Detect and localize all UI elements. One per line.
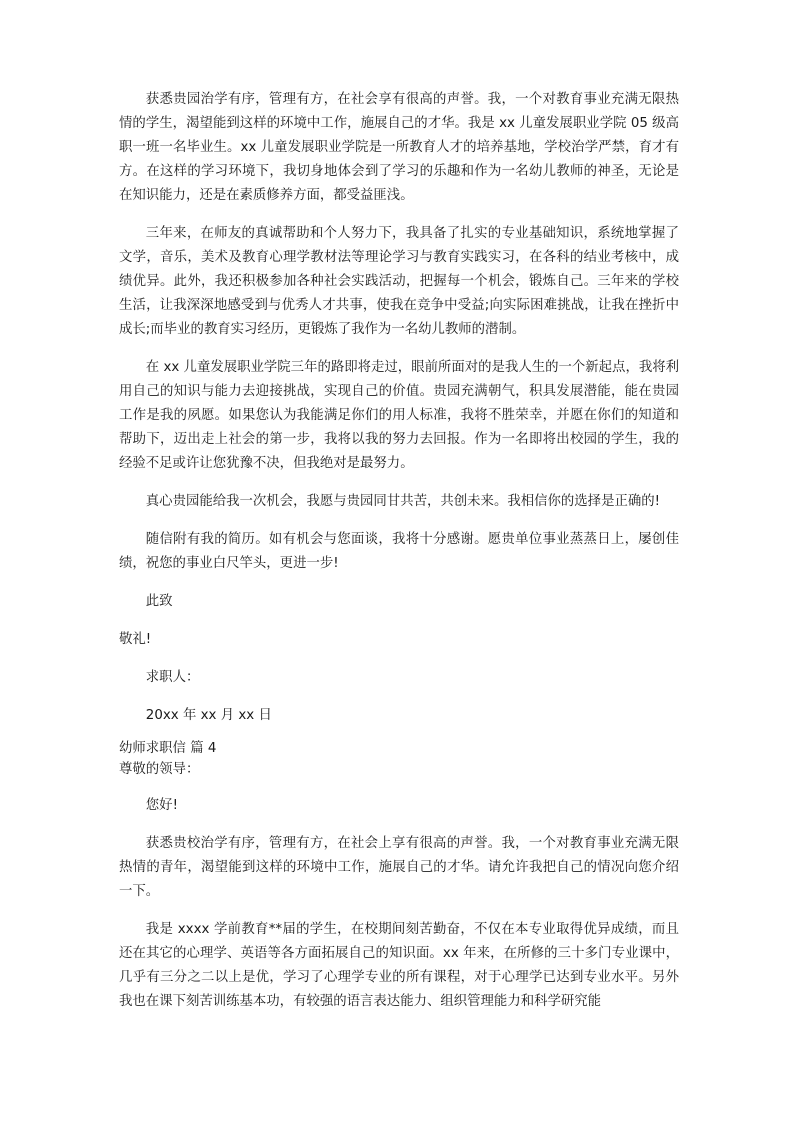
- document-page: [119, 88, 679, 1014]
- salutation: 尊敬的领导：: [119, 762, 200, 777]
- greeting: 您好!: [145, 798, 178, 813]
- closing-salute: 敬礼!: [119, 632, 152, 647]
- section-title: 幼师求职信 篇 4: [119, 741, 217, 756]
- letter-date: 20xx 年 xx 月 xx 日: [145, 708, 272, 723]
- closing-line: 此致: [145, 594, 173, 609]
- paragraph: 真心贵园能给我一次机会，我愿与贵园同甘共苦，共创未来。我相信你的选择是正确的!: [145, 494, 661, 509]
- paragraph: 获悉贵园治学有序，管理有方，在社会享有很高的声誉。我，一个对教育事业充满无限热情的学生，渴望能到这样的环境中工作，施展自己的才华。我是 xx 儿童发展职业学院 05 级高职一班一名毕业生。xx 儿童发展职业学院是一所教育人才的培养基地，学校治学严禁，育才有方。在这样的学习环境下，我切身地体会到了学习的乐趣和作为一名幼儿教师的神圣，无论是在知识能力，还是在素质修养方面，都受益匪浅。: [119, 92, 679, 203]
- paragraph: 获悉贵校治学有序，管理有方，在社会上享有很高的声誉。我，一个对教育事业充满无限热情的青年，渴望能到这样的环境中工作，施展自己的才华。请允许我把自己的情况向您介绍一下。: [119, 836, 679, 899]
- paragraph: 我是 xxxx 学前教育**届的学生，在校期间刻苦勤奋，不仅在本专业取得优异成绩，而且还在其它的心理学、英语等各方面拓展自己的知识面。xx 年来，在所修的三十多门专业课中，几乎有三分之二以上是优，学习了心理学专业的所有课程，对于心理学已达到专业水平。另外我也在课下刻苦训练基本功，有较强的语言表达能力、组织管理能力和科学研究能: [119, 922, 679, 1009]
- paragraph: 在 xx 儿童发展职业学院三年的路即将走过，眼前所面对的是我人生的一个新起点，我将利用自己的知识与能力去迎接挑战，实现自己的价值。贵园充满朝气，积具发展潜能，能在贵园工作是我的夙愿。如果您认为我能满足你们的用人标准，我将不胜荣幸，并愿在你们的知道和帮助下，迈出走上社会的第一步，我将以我的努力去回报。作为一名即将出校园的学生，我的经验不足或许让您犹豫不决，但我绝对是最努力。: [119, 360, 679, 471]
- paragraph: 三年来，在师友的真诚帮助和个人努力下，我具备了扎实的专业基础知识，系统地掌握了文学，音乐，美术及教育心理学教材法等理论学习与教育实践实习，在各科的结业考核中，成绩优异。此外，我还积极参加各种社会实践活动，把握每一个机会，锻炼自己。三年来的学校生活，让我深深地感受到与优秀人才共事，使我在竞争中受益;向实际困难挑战，让我在挫折中成长;而毕业的教育实习经历，更锻炼了我作为一名幼儿教师的潜制。: [119, 226, 679, 337]
- signer-label: 求职人：: [145, 670, 200, 685]
- paragraph: 随信附有我的简历。如有机会与您面谈，我将十分感谢。愿贵单位事业蒸蒸日上，屡创佳绩，祝您的事业白尺竿头，更进一步!: [119, 532, 679, 571]
